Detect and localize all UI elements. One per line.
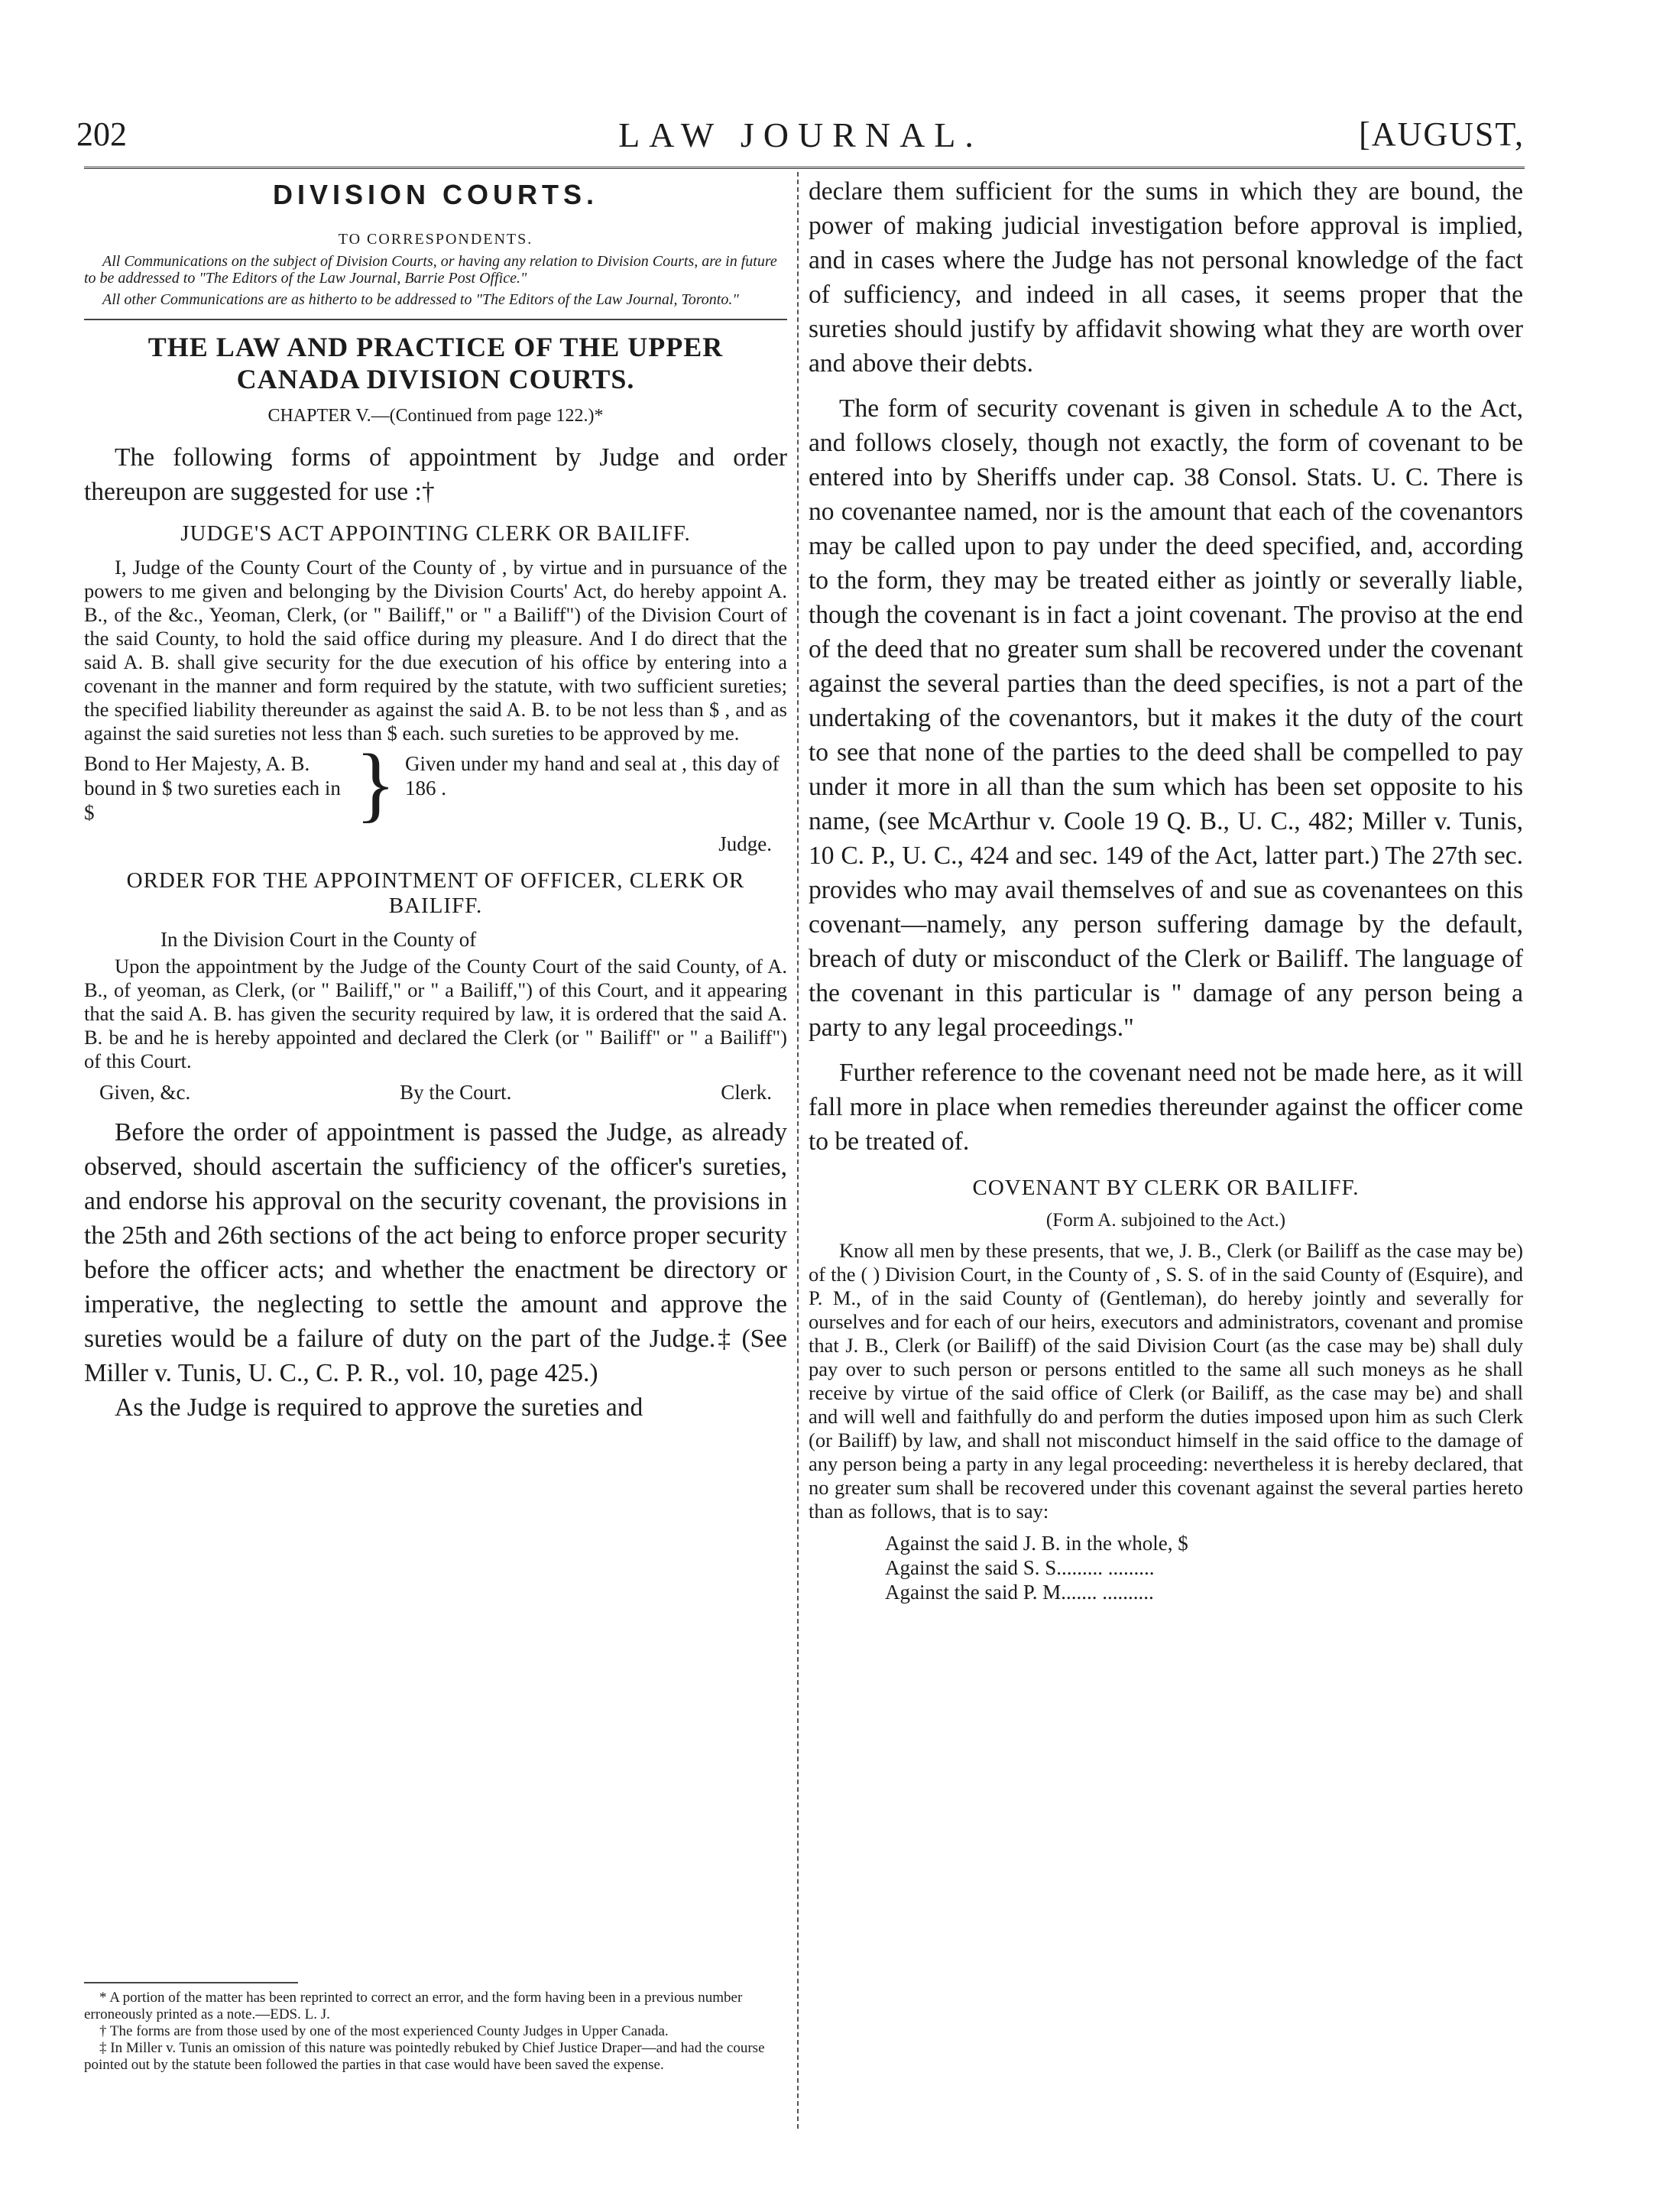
correspondents-note-2: All other Communications are as hitherto to be addressed to "The Editors of the Law Journal, Toronto."	[102, 291, 739, 308]
page-number: 202	[76, 115, 127, 153]
chapter-heading: CHAPTER V.—(Continued from page 122.)*	[267, 406, 604, 426]
clerk-text: Clerk.	[721, 1081, 772, 1104]
issue-month: [AUGUST,	[1359, 115, 1525, 153]
article-title: THE LAW AND PRACTICE OF THE UPPER CANADA DIVISION COURTS.	[147, 332, 724, 394]
against-line-2: Against the said S. S......... .........	[885, 1556, 1155, 1579]
order-title: ORDER FOR THE APPOINTMENT OF OFFICER, CLERK OR BAILIFF.	[126, 868, 745, 918]
before-order-paragraph: Before the order of appointment is passed the Judge, as already observed, should ascertain the sufficiency of the officer's sureties, and endorse his approval on the security covenant, the provisions in the 25th and 26th sections of the act being to enforce proper security before the officer acts; and whether the enactment be directory or imperative, the neglecting to settle the amount and approve the sureties would be a failure of duty on the part of the Judge.‡ (See Miller v. Tunis, U. C., C. P. R., vol. 10, page 425.)	[84, 1118, 787, 1387]
against-line-3: Against the said P. M....... ..........	[885, 1581, 1154, 1604]
footnote-rule	[84, 1982, 298, 1983]
journal-title: LAW JOURNAL.	[618, 115, 983, 154]
judge-signature: Judge.	[718, 832, 772, 855]
right-paragraph-3: Further reference to the covenant need not be made here, as it will fall more in place when remedies thereunder against the officer come to be treated of.	[809, 1059, 1523, 1156]
page-header	[76, 115, 1525, 168]
correspondents-title: TO CORRESPONDENTS.	[338, 231, 533, 248]
footnote-3: ‡ In Miller v. Tunis an omission of this nature was pointedly rebuked by Chief Justice Draper—and had the course pointed out by the statute been followed the parties in that case would have been saved the expense.	[84, 2040, 765, 2073]
given-text: Given, &c.	[99, 1081, 191, 1104]
column-divider	[797, 172, 799, 2129]
covenant-subtitle: (Form A. subjoined to the Act.)	[1045, 1210, 1286, 1231]
judges-act-body: I, Judge of the County Court of the County of , by virtue and in pursuance of the powers to me given and belonging by the Division Courts' Act, do hereby appoint A. B., of the &c., Yeoman, Clerk, (or " Bailiff," or " a Bailiff") of the Division Court of the said County, to hold the said office during my pleasure. And I do direct that the said A. B. shall give security for the due execution of his office by entering into a covenant in the manner and form required by the statute, with two sufficient sureties; the specified liability thereunder as against the said A. B. to be not less than $ , and as against the said sureties not less than $ each. such sureties to be approved by me.	[84, 556, 787, 744]
section-title: DIVISION COURTS.	[272, 179, 599, 210]
order-body: Upon the appointment by the Judge of the County Court of the said County, of A. B., of yeoman, as Clerk, (or " Bailiff," or " a Bailiff,") of this Court, and it appearing that the said A. B. has given the security required by law, it is ordered that the said A. B. be and he is hereby appointed and declared the Clerk (or " Bailiff" or " a Bailiff") of this Court.	[84, 955, 787, 1072]
intro-paragraph: The following forms of appointment by Judge and order thereupon are suggested for use :†	[84, 443, 787, 506]
judges-act-title: JUDGE'S ACT APPOINTING CLERK OR BAILIFF.	[180, 521, 691, 546]
bond-right: Given under my hand and seal at , this day of 186 .	[405, 752, 780, 799]
right-paragraph-1: declare them sufficient for the sums in which they are bound, the power of making judicial investigation before approval is implied, and in cases where the Judge has not personal knowledge of the fact of sufficiency, and indeed in all cases, it seems proper that the sureties should justify by affidavit showing what they are worth over and above their debts.	[809, 177, 1523, 378]
given-line	[84, 1081, 787, 1104]
footnotes	[84, 1982, 787, 2074]
as-judge-paragraph: As the Judge is required to approve the sureties and	[115, 1393, 643, 1422]
left-column	[84, 174, 787, 1425]
bond-left: Bond to Her Majesty, A. B. bound in $ two sureties each in $	[84, 752, 341, 824]
header-rule	[84, 167, 1525, 169]
bond-block	[84, 737, 787, 830]
order-in-line: In the Division Court in the County of	[160, 928, 477, 951]
brace-icon: }	[355, 737, 396, 830]
by-court-text: By the Court.	[400, 1081, 512, 1104]
against-line-1: Against the said J. B. in the whole, $	[885, 1532, 1188, 1555]
section-rule	[84, 319, 787, 320]
footnote-2: † The forms are from those used by one of the most experienced County Judges in Upper Canada.	[99, 2023, 669, 2039]
covenant-title: COVENANT BY CLERK OR BAILIFF.	[972, 1176, 1360, 1200]
correspondents-note-1: All Communications on the subject of Division Courts, or having any relation to Division Courts, are in future to be addressed to "The Editors of the Law Journal, Barrie Post Office."	[84, 253, 777, 287]
right-paragraph-2: The form of security covenant is given in schedule A to the Act, and follows closely, though not exactly, the form of covenant to be entered into by Sheriffs under cap. 38 Consol. Stats. U. C. There is no covenantee named, nor is the amount that each of the covenantors may be called upon to pay under the deed specified, and, according to the form, they may be treated either as jointly or severally liable, though the covenant is in fact a joint covenant. The proviso at the end of the deed that no greater sum shall be recovered under the covenant against the several parties than the deed specifies, is not a part of the undertaking of the covenantors, but it makes it the duty of the court to see that none of the parties to the deed shall be compelled to pay under it more in all than the sum which has been set opposite to his name, (see McArthur v. Coole 19 Q. B., U. C., 482; Miller v. Tunis, 10 C. P., U. C., 424 and sec. 149 of the Act, latter part.) The 27th sec. provides who may avail themselves of and sue as covenantees on this covenant—namely, any person suffering damage by the default, breach of duty or misconduct of the Clerk or Bailiff. The language of the covenant in this particular is " damage of any person being a party to any legal proceedings."	[809, 394, 1523, 1042]
right-column	[809, 174, 1523, 1604]
covenant-body: Know all men by these presents, that we, J. B., Clerk (or Bailiff as the case may be) of the ( ) Division Court, in the County of , S. S. of in the said County of (Esquire), and P. M., of in the said County of (Gentleman), do hereby jointly and severally for ourselves and for each of our heirs, executors and administrators, covenant and promise that J. B., Clerk (or Bailiff) of the said Division Court (as the case may be) shall duly pay over to such person or persons entitled to the same all such moneys as he shall receive by virtue of the said office of Clerk (or Bailiff, as the case may be) and shall and will well and faithfully do and perform the duties imposed upon him as such Clerk (or Bailiff) by law, and shall not misconduct himself in the said office to the damage of any person being a party in any legal proceeding: nevertheless it is hereby declared, that no greater sum shall be recovered under this covenant against the several parties hereto than as follows, that is to say:	[809, 1239, 1523, 1523]
footnote-1: * A portion of the matter has been reprinted to correct an error, and the form having been in a previous number erroneously printed as a note.—EDS. L. J.	[84, 1990, 743, 2022]
